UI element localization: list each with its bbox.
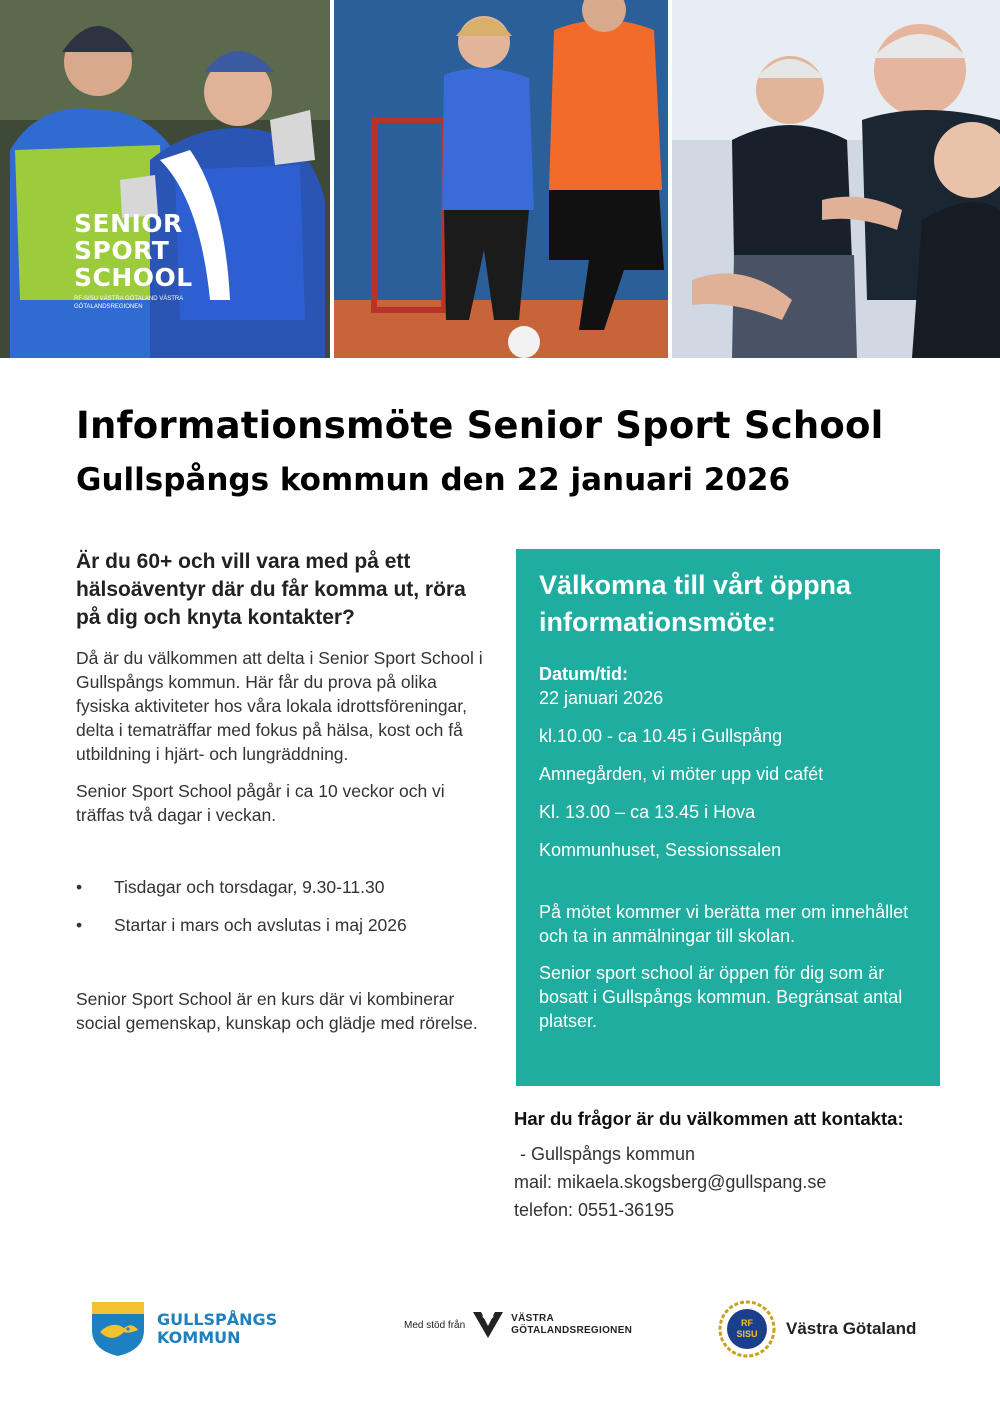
rf-sisu-logo [718,1300,916,1358]
meeting-time-hova: Kl. 13.00 – ca 13.45 i Hova [539,802,756,822]
box-title: Välkomna till vårt öppna informationsmöte: [539,570,852,637]
page-subtitle: Gullspångs kommun den 22 januari 2026 [76,462,791,498]
meeting-info-box [516,549,940,1086]
schedule-list [76,875,486,937]
contact-phone[interactable]: telefon: 0551-36195 [514,1200,675,1220]
rf-sisu-badge-icon [718,1300,776,1358]
duration-paragraph: Senior Sport School pågår i ca 10 veckor och vi träffas två dagar i veckan. [76,781,445,825]
meeting-place-gullspang: Amnegården, vi möter upp vid cafét [539,764,824,784]
eligibility-paragraph: Senior sport school är öppen för dig som är bosatt i Gullspångs kommun. Begränsat antal platser. [539,963,903,1031]
vgr-logo [404,1310,632,1340]
page-title: Informationsmöte Senior Sport School [76,404,884,447]
date-label: Datum/tid: [539,664,628,684]
photo-two-seniors-smiling [0,0,330,358]
closing-paragraph: Senior Sport School är en kurs där vi kombinerar social gemenskap, kunskap och glädje med rörelse. [76,989,478,1033]
contact-heading: Har du frågor är du välkommen att kontakta: [514,1108,904,1129]
vgr-emblem-icon [471,1310,505,1340]
brand-line1: SENIOR [74,209,183,238]
meeting-date: 22 januari 2026 [539,688,664,708]
gullspang-shield-icon [88,1300,148,1358]
list-item: • Tisdagar och torsdagar, 9.30-11.30 [76,875,486,899]
contact-section [514,1106,954,1224]
vgr-name-line2: GÖTALANDSREGIONEN [511,1325,633,1336]
list-item: • Startar i mars och avslutas i maj 2026 [76,913,486,937]
svg-text:RF: RF [741,1318,753,1328]
contact-email[interactable]: mail: mikaela.skogsberg@gullspang.se [514,1172,827,1192]
intro-paragraph: Då är du välkommen att delta i Senior Sport School i Gullspångs kommun. Här får du prova på olika fysiska aktiviteter hos våra lokala idrottsföreningar, delta i tematräffar med fokus på hälsa, kost och få utbildning i hjärt- och lungräddning. [76,648,483,764]
gullspang-logo [88,1300,277,1358]
photo-seniors-exercising [672,0,1000,358]
meeting-time-gullspang: kl.10.00 - ca 10.45 i Gullspång [539,726,783,746]
vgr-prefix: Med stöd från [404,1319,466,1331]
brand-line3: SCHOOL [74,263,193,292]
vgr-name-line1: VÄSTRA [511,1313,555,1324]
svg-text:SISU: SISU [736,1329,758,1339]
intro-question: Är du 60+ och vill vara med på ett hälsoäventyr där du får komma ut, röra på dig och knyta kontakter? [76,550,466,629]
spacer [539,876,918,900]
gullspang-name-line2: KOMMUN [157,1328,241,1347]
photo-indoor-football [334,0,668,358]
meeting-place-hova: Kommunhuset, Sessionssalen [539,840,782,860]
brand-sub: RF-SISU VÄSTRA GÖTALAND VÄSTRA GÖTALANDSREGIONEN [74,296,183,310]
senior-sport-school-logo [74,210,194,311]
meeting-info-paragraph: På mötet kommer vi berätta mer om innehållet och ta in anmälningar till skolan. [539,902,909,946]
hero-photo-strip [0,0,1000,358]
contact-org: - Gullspångs kommun [520,1144,696,1164]
brand-line2: SPORT [74,236,170,265]
gullspang-name-line1: GULLSPÅNGS [157,1310,278,1329]
intro-column [76,548,486,1035]
rf-sisu-name: Västra Götaland [786,1319,917,1338]
